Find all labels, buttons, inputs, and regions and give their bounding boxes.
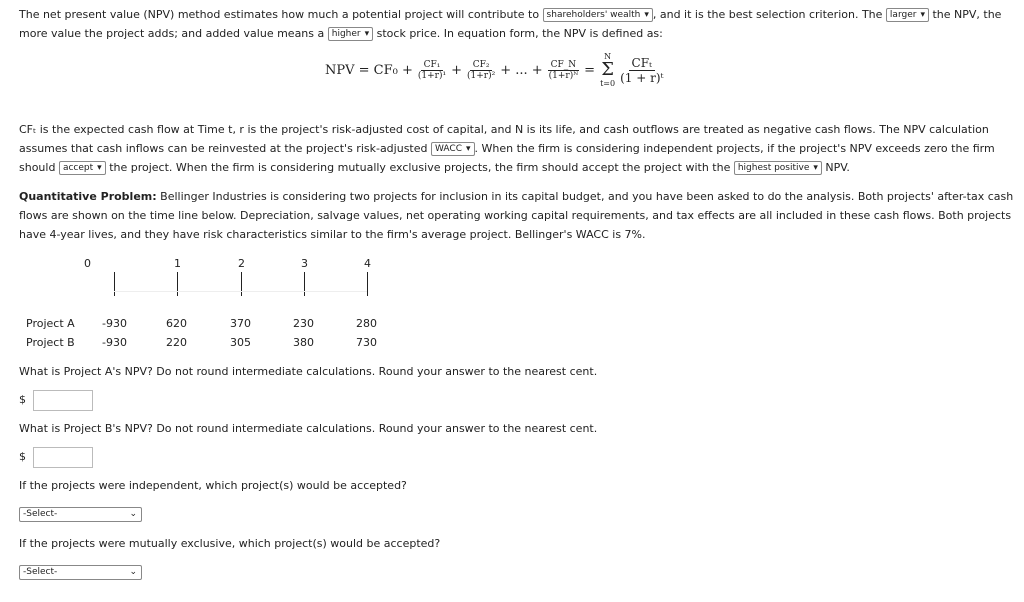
chevron-down-icon: ⌄ — [129, 509, 137, 519]
problem-label: Quantitative Problem: — [19, 190, 157, 203]
tick — [304, 272, 305, 296]
text: . When the firm is considering independent projects, if the project's NPV exceeds zero the firm should — [19, 142, 995, 174]
dropdown-value: accept — [62, 163, 94, 173]
period-label: 3 — [301, 257, 308, 270]
text: the NPV, the more value the project adds; and added value means a — [19, 8, 1002, 40]
period-label: 0 — [84, 257, 91, 270]
independent-select[interactable] — [19, 507, 142, 522]
formula-lhs: NPV = CF₀ + — [325, 62, 413, 78]
dollar-sign: $ — [19, 393, 26, 406]
dropdown-higher[interactable] — [328, 27, 373, 41]
text: NPV. — [825, 161, 850, 174]
chevron-down-icon: ▾ — [644, 10, 649, 20]
chevron-down-icon: ▾ — [364, 29, 370, 39]
fraction — [418, 60, 446, 81]
dropdown-value: WACC — [435, 144, 462, 154]
cash-flow: -930 — [102, 317, 127, 330]
mutually-exclusive-select[interactable] — [19, 565, 142, 580]
period-label: 2 — [238, 257, 245, 270]
cash-flow: 730 — [356, 336, 377, 349]
project-b-npv-input[interactable] — [33, 447, 93, 468]
chevron-down-icon: ⌄ — [129, 567, 137, 577]
dropdown-accept[interactable] — [59, 161, 106, 175]
text: , and it is the best selection criterion. The — [652, 8, 883, 21]
intro-paragraph — [19, 5, 1014, 43]
question-a-npv: What is Project A's NPV? Do not round intermediate calculations. Round your answer to the nearest cent. — [19, 365, 598, 378]
text: stock price. In equation form, the NPV is defined as: — [376, 27, 663, 40]
dropdown-value: higher — [331, 29, 361, 39]
cash-flow: 380 — [293, 336, 314, 349]
dropdown-value: highest positive — [737, 163, 810, 173]
text: the project. When the firm is considering mutually exclusive projects, the firm should accept the project with the — [109, 161, 731, 174]
dropdown-value: shareholders' wealth — [546, 10, 641, 20]
period-label: 1 — [174, 257, 181, 270]
sum-top: N — [604, 52, 612, 61]
denominator: (1+r)¹ — [417, 70, 447, 81]
cash-flow: 280 — [356, 317, 377, 330]
question-b-npv: What is Project B's NPV? Do not round intermediate calculations. Round your answer to the nearest cent. — [19, 422, 598, 435]
timeline-axis — [114, 291, 367, 292]
plus: + — [451, 62, 462, 78]
fraction — [467, 60, 495, 81]
select-value: -Select- — [23, 567, 58, 577]
cash-flow: 620 — [166, 317, 187, 330]
question-independent: If the projects were independent, which project(s) would be accepted? — [19, 479, 407, 492]
dropdown-larger[interactable] — [886, 8, 929, 22]
text: CFₜ is the expected cash flow at Time t, r is the project's risk-adjusted cost of capital, and N is its life, and cash outflows are treated as negative cash flows. The NPV calculation assumes that cash inflows can be reinvested at the project's risk-adjusted — [19, 123, 989, 155]
dropdown-wacc[interactable] — [431, 142, 475, 156]
row-label: Project B — [26, 336, 75, 349]
numerator: CF_N — [548, 60, 580, 71]
definition-paragraph — [19, 120, 1014, 177]
dropdown-npv-contribution[interactable] — [543, 8, 653, 22]
problem-paragraph — [19, 187, 1014, 244]
cash-flow: -930 — [102, 336, 127, 349]
numerator: CFₜ — [629, 56, 655, 71]
cash-flow: 230 — [293, 317, 314, 330]
chevron-down-icon: ▾ — [813, 163, 818, 173]
dropdown-highest-positive[interactable] — [734, 161, 822, 175]
numerator: CF₂ — [470, 60, 493, 71]
fraction — [548, 60, 580, 81]
fraction — [620, 56, 663, 85]
numerator: CF₁ — [421, 60, 444, 71]
sigma: Σ — [601, 59, 614, 80]
text: The net present value (NPV) method estimates how much a potential project will contribute to — [19, 8, 540, 21]
tick — [114, 272, 115, 296]
sum-bottom: t=0 — [600, 79, 616, 88]
denominator: (1 + r)ᵗ — [620, 70, 664, 85]
cash-flow: 220 — [166, 336, 187, 349]
ellipsis: + ... + — [500, 62, 543, 78]
cash-flow: 370 — [230, 317, 251, 330]
tick — [241, 272, 242, 296]
dropdown-value: larger — [889, 10, 917, 20]
chevron-down-icon: ▾ — [465, 144, 471, 154]
chevron-down-icon: ▾ — [97, 163, 102, 173]
summation — [600, 52, 615, 88]
tick — [177, 272, 178, 296]
denominator: (1+r)² — [466, 70, 496, 81]
chevron-down-icon: ▾ — [920, 10, 925, 20]
cash-flow: 305 — [230, 336, 251, 349]
row-label: Project A — [26, 317, 75, 330]
problem-text: Bellinger Industries is considering two projects for inclusion in its capital budget, and you have been asked to do the analysis. Both projects' after-tax cash flows are shown on the time line below. Depreciation, salvage values, net operating working capital requirements, and tax effects are all included in these cash flows. Both projects have 4-year lives, and they have risk characteristics similar to the firm's average project. Bellinger's WACC is 7%. — [19, 190, 1014, 241]
select-value: -Select- — [23, 509, 58, 519]
tick — [367, 272, 368, 296]
dollar-sign: $ — [19, 450, 26, 463]
denominator: (1+r)ᴺ — [548, 70, 579, 81]
project-a-npv-input[interactable] — [33, 390, 93, 411]
npv-formula — [325, 52, 663, 88]
period-label: 4 — [364, 257, 371, 270]
question-mutually-exclusive: If the projects were mutually exclusive, which project(s) would be accepted? — [19, 537, 441, 550]
equals: = — [584, 62, 596, 78]
